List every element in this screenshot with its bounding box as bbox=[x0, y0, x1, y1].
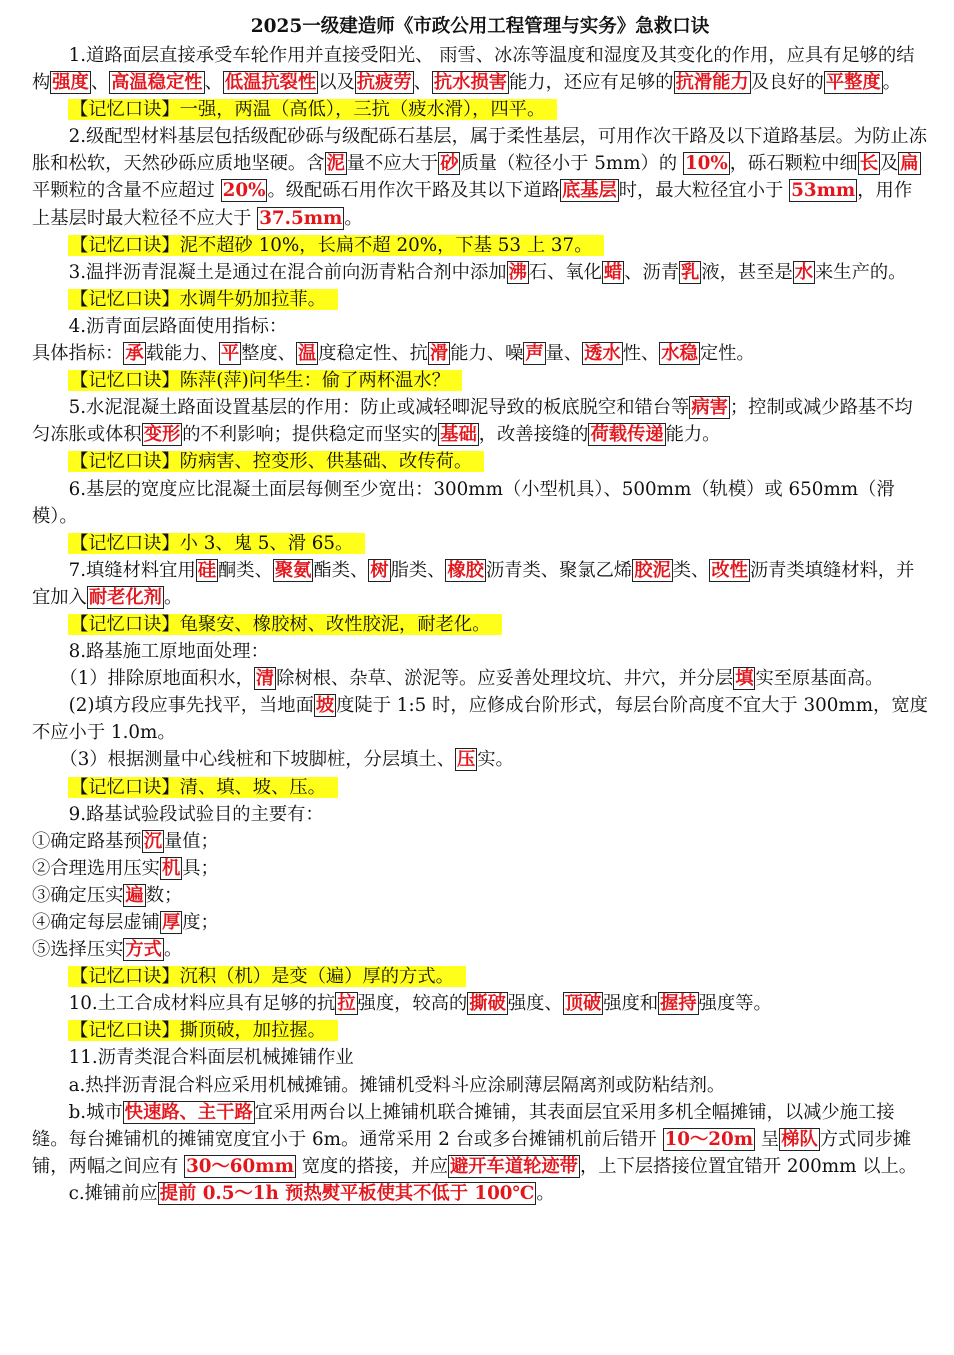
text-run: 。 bbox=[163, 586, 183, 608]
keyword-highlight: 基础 bbox=[440, 424, 477, 446]
memory-tip-text: 【记忆口诀】陈萍(萍)问华生：偷了两杯温水？ bbox=[68, 370, 462, 391]
memory-tip bbox=[32, 448, 928, 475]
text-run: 除树根、杂草、淤泥等。应妥善处理坟坑、井穴，并分层 bbox=[276, 668, 734, 690]
memory-tip bbox=[32, 530, 928, 557]
keyword-highlight: 泥 bbox=[326, 153, 345, 175]
keyword-highlight: 10～20m bbox=[664, 1128, 754, 1150]
text-run: 度； bbox=[182, 912, 219, 933]
paragraph bbox=[32, 692, 928, 746]
text-run: 方式同步摊铺，两幅之间应有 bbox=[32, 1128, 912, 1177]
text-run: 、 bbox=[204, 72, 223, 94]
text-run: 类、 bbox=[672, 559, 710, 581]
paragraph bbox=[32, 801, 928, 828]
paragraph bbox=[32, 1180, 928, 1207]
keyword-highlight: 胶泥 bbox=[634, 559, 671, 581]
memory-tip-text: 【记忆口诀】沉积（机）是变（遍）厚的方式。 bbox=[68, 966, 466, 987]
text-run: 度稳定性、抗 bbox=[318, 343, 428, 365]
memory-tip bbox=[32, 774, 928, 801]
paragraph bbox=[32, 882, 928, 909]
keyword-highlight: 拉 bbox=[337, 993, 356, 1015]
text-run: 宽度的搭接，并应 bbox=[295, 1155, 448, 1177]
keyword-highlight: 抗水损害 bbox=[433, 72, 508, 94]
text-run: 数； bbox=[145, 884, 183, 906]
paragraph bbox=[32, 1072, 928, 1099]
paragraph bbox=[32, 936, 928, 963]
text-run: ，改善接缝的 bbox=[478, 424, 589, 446]
text-run: 能力、噪 bbox=[450, 343, 524, 365]
paragraph bbox=[32, 855, 928, 882]
keyword-highlight: 水 bbox=[794, 261, 814, 283]
keyword-highlight: 乳 bbox=[681, 261, 700, 283]
keyword-highlight: 平 bbox=[220, 343, 240, 365]
text-run: 质量（粒径小于 5mm）的 bbox=[460, 153, 683, 175]
keyword-highlight: 改性 bbox=[711, 559, 748, 581]
document-title: 2025一级建造师《市政公用工程管理与实务》急救口诀 bbox=[250, 16, 710, 37]
keyword-highlight: 透水 bbox=[584, 343, 621, 365]
text-run: 载能力、 bbox=[145, 343, 219, 365]
text-run: 度陡于 1:5 时，应修成台阶形式，每层台阶高度不宜大于 300mm，宽度不应小于 1.0m。 bbox=[32, 695, 928, 744]
text-run: 能力。 bbox=[665, 424, 721, 446]
memory-tip-text: 【记忆口诀】小 3、鬼 5、滑 65。 bbox=[68, 533, 365, 554]
keyword-highlight: 快速路、主干路 bbox=[124, 1101, 253, 1123]
keyword-highlight: 53mm bbox=[791, 180, 856, 202]
memory-tip bbox=[32, 963, 928, 990]
text-run: 石、氧化 bbox=[528, 261, 602, 283]
text-run: 脂类、 bbox=[390, 559, 446, 581]
text-run: 实。 bbox=[477, 749, 514, 771]
text-run: ⑤选择压实 bbox=[32, 939, 124, 961]
text-run: 平颗粒的含量不应超过 bbox=[32, 180, 221, 202]
text-run: 11.沥青类混合料面层机械摊铺作业 bbox=[68, 1047, 354, 1069]
text-run: 沥青类填缝材料，并宜加入 bbox=[32, 559, 915, 608]
keyword-highlight: 厚 bbox=[161, 912, 181, 933]
keyword-highlight: 强度 bbox=[52, 72, 89, 94]
text-run: ①确定路基预 bbox=[32, 830, 142, 852]
text-run: ④确定每层虚铺 bbox=[32, 912, 160, 933]
text-run: 。 bbox=[882, 72, 901, 94]
text-run: ③确定压实 bbox=[32, 884, 124, 906]
paragraph bbox=[32, 476, 928, 530]
text-run: 强度和 bbox=[603, 993, 659, 1015]
keyword-highlight: 方式 bbox=[125, 939, 162, 961]
text-run: 具体指标： bbox=[32, 343, 124, 365]
keyword-highlight: 水稳 bbox=[661, 343, 698, 365]
text-run: 量不应大于 bbox=[346, 153, 439, 175]
keyword-highlight: 底基层 bbox=[561, 180, 617, 202]
text-run: 来生产的。 bbox=[815, 261, 907, 283]
memory-tip-text: 【记忆口诀】撕顶破，加拉握。 bbox=[68, 1020, 338, 1041]
paragraph bbox=[32, 340, 928, 367]
keyword-highlight: 抗滑能力 bbox=[675, 72, 749, 94]
paragraph bbox=[32, 1044, 928, 1071]
keyword-highlight: 变形 bbox=[143, 424, 181, 446]
text-run: 性、 bbox=[622, 343, 660, 365]
text-run: （3）根据测量中心线桩和下坡脚桩，分层填土、 bbox=[59, 749, 455, 771]
paragraph bbox=[32, 1099, 928, 1180]
paragraph bbox=[32, 557, 928, 611]
text-run: ；控制或减少路基不均匀冻胀或体积 bbox=[32, 397, 913, 446]
keyword-highlight: 扁 bbox=[900, 153, 919, 175]
paragraph bbox=[32, 665, 928, 692]
paragraph bbox=[32, 394, 928, 448]
text-run: 9.路基试验段试验目的主要有： bbox=[68, 803, 324, 825]
keyword-highlight: 平整度 bbox=[825, 72, 881, 94]
text-run: 10.土工合成材料应具有足够的抗 bbox=[68, 993, 336, 1015]
text-run: 。 bbox=[163, 939, 183, 961]
keyword-highlight: 橡胶 bbox=[447, 559, 484, 581]
text-run: 液，甚至是 bbox=[701, 261, 793, 283]
text-run: （1）排除原地面积水， bbox=[59, 668, 254, 690]
memory-tip-text: 【记忆口诀】一强，两温（高低），三抗（疲水滑），四平。 bbox=[68, 99, 557, 120]
text-run: 。 bbox=[536, 1182, 555, 1204]
keyword-highlight: 滑 bbox=[429, 343, 449, 365]
keyword-highlight: 撕破 bbox=[469, 993, 506, 1015]
text-run: (2)填方段应事先找平，当地面 bbox=[68, 695, 314, 717]
text-run: 以及 bbox=[318, 72, 355, 94]
text-run: 、沥青 bbox=[624, 261, 680, 283]
keyword-highlight: 承 bbox=[125, 343, 144, 365]
text-run: 量值； bbox=[163, 830, 219, 852]
memory-tip-text: 【记忆口诀】龟聚安、橡胶树、改性胶泥，耐老化。 bbox=[68, 614, 502, 635]
keyword-highlight: 硅 bbox=[197, 559, 217, 581]
memory-tip-text: 【记忆口诀】水调牛奶加拉菲。 bbox=[68, 289, 338, 310]
keyword-highlight: 病害 bbox=[691, 397, 728, 419]
text-run: 宜采用两台以上摊铺机联合摊铺，其表面层宜采用多机全幅摊铺，以减少施工接缝。每台摊铺机的摊铺宽度宜小于 6m。通常采用 2 台或多台摊铺机前后错开 bbox=[32, 1101, 895, 1150]
text-run: 沥青类、聚氯乙烯 bbox=[485, 559, 633, 581]
text-run: 1.道路面层直接承受车轮作用并直接受阳光、 雨雪、冰冻等温度和湿度及其变化的作用，应具有足够的结构 bbox=[32, 45, 915, 94]
keyword-highlight: 30～60mm bbox=[186, 1155, 294, 1177]
paragraph bbox=[32, 123, 928, 231]
keyword-highlight: 提前 0.5～1h 预热熨平板使其不低于 100℃ bbox=[159, 1182, 535, 1204]
keyword-highlight: 耐老化剂 bbox=[88, 586, 162, 608]
keyword-highlight: 温 bbox=[297, 343, 317, 365]
paragraph bbox=[32, 828, 928, 855]
keyword-highlight: 树 bbox=[370, 559, 389, 581]
text-run: 强度等。 bbox=[698, 993, 772, 1015]
memory-tip bbox=[32, 96, 928, 123]
paragraph bbox=[32, 638, 928, 665]
keyword-highlight: 声 bbox=[525, 343, 544, 365]
keyword-highlight: 梯队 bbox=[781, 1128, 818, 1150]
text-run: 、 bbox=[413, 72, 432, 94]
memory-tip-text: 【记忆口诀】防病害、控变形、供基础、改传荷。 bbox=[68, 451, 484, 472]
text-run: 定性。 bbox=[699, 343, 755, 365]
text-run: 酮类、 bbox=[218, 559, 273, 581]
keyword-highlight: 机 bbox=[161, 857, 181, 879]
text-run: 实至原基面高。 bbox=[755, 668, 884, 690]
text-run: 能力，还应有足够的 bbox=[509, 72, 674, 94]
memory-tip bbox=[32, 367, 928, 394]
keyword-highlight: 抗疲劳 bbox=[356, 72, 412, 94]
memory-tip bbox=[32, 286, 928, 313]
keyword-highlight: 顶破 bbox=[564, 993, 602, 1015]
text-run: 强度，较高的 bbox=[357, 993, 468, 1015]
paragraph bbox=[32, 746, 928, 773]
text-run: 及良好的 bbox=[750, 72, 824, 94]
text-run: ，砾石颗粒中细 bbox=[729, 153, 858, 175]
paragraph bbox=[32, 259, 928, 286]
text-run: 3.温拌沥青混凝土是通过在混合前向沥青粘合剂中添加 bbox=[68, 261, 507, 283]
keyword-highlight: 荷载传递 bbox=[590, 424, 664, 446]
text-run: 。级配砾石用作次干路及其以下道路 bbox=[267, 180, 560, 202]
keyword-highlight: 聚氨 bbox=[274, 559, 312, 581]
memory-tip-text: 【记忆口诀】清、填、坡、压。 bbox=[68, 777, 338, 798]
memory-tip-text: 【记忆口诀】泥不超砂 10%，长扁不超 20%，下基 53 上 37。 bbox=[68, 235, 604, 256]
text-run: a.热拌沥青混合料应采用机械摊铺。摊铺机受料斗应涂刷薄层隔离剂或防粘结剂。 bbox=[68, 1074, 726, 1096]
paragraph bbox=[32, 42, 928, 96]
text-run: ②合理选用压实 bbox=[32, 857, 160, 879]
text-run: 5.水泥混凝土路面设置基层的作用：防止或减轻唧泥导致的板底脱空和错台等 bbox=[68, 397, 690, 419]
text-run: 整度、 bbox=[241, 343, 296, 365]
keyword-highlight: 压 bbox=[456, 749, 476, 771]
text-run: 强度、 bbox=[507, 993, 563, 1015]
text-run: 具； bbox=[182, 857, 219, 879]
keyword-highlight: 20% bbox=[222, 180, 266, 202]
text-run: 8.路基施工原地面处理： bbox=[68, 641, 269, 663]
memory-tip bbox=[32, 611, 928, 638]
keyword-highlight: 填 bbox=[735, 668, 754, 690]
keyword-highlight: 遍 bbox=[125, 884, 144, 906]
text-run: 。 bbox=[344, 207, 363, 229]
keyword-highlight: 10% bbox=[684, 153, 728, 175]
keyword-highlight: 沉 bbox=[143, 830, 162, 852]
keyword-highlight: 砂 bbox=[440, 153, 459, 175]
memory-tip bbox=[32, 1017, 928, 1044]
keyword-highlight: 避开车道轮迹带 bbox=[449, 1155, 578, 1177]
paragraph bbox=[32, 909, 928, 936]
keyword-highlight: 高温稳定性 bbox=[111, 72, 203, 94]
text-run: 的不利影响；提供稳定而坚实的 bbox=[182, 424, 439, 446]
text-run: 、 bbox=[90, 72, 110, 94]
keyword-highlight: 握持 bbox=[660, 993, 697, 1015]
text-run: 6.基层的宽度应比混凝土面层每侧至少宽出：300mm（小型机具）、500mm（轨模）或 650mm（滑模）。 bbox=[32, 478, 895, 527]
keyword-highlight: 长 bbox=[859, 153, 878, 175]
text-run: b.城市 bbox=[68, 1101, 123, 1123]
text-run: ，用作上基层时最大粒径不应大于 bbox=[32, 180, 913, 229]
text-run: 7.填缝材料宜用 bbox=[68, 559, 196, 581]
text-run: 4.沥青面层路面使用指标： bbox=[68, 315, 288, 337]
paragraph bbox=[32, 990, 928, 1017]
keyword-highlight: 沸 bbox=[508, 261, 527, 283]
text-run: 呈 bbox=[755, 1128, 780, 1150]
keyword-highlight: 蜡 bbox=[603, 261, 623, 283]
keyword-highlight: 坡 bbox=[315, 695, 335, 717]
text-run: 量、 bbox=[545, 343, 583, 365]
text-run: c.摊铺前应 bbox=[68, 1182, 158, 1204]
document-body bbox=[32, 42, 928, 1207]
keyword-highlight: 低温抗裂性 bbox=[224, 72, 317, 94]
text-run: 及 bbox=[880, 153, 899, 175]
text-run: 2.级配型材料基层包括级配砂砾与级配砾石基层，属于柔性基层，可用作次干路及以下道路基层。为防止冻胀和松软，天然砂砾应质地坚硬。含 bbox=[32, 126, 927, 175]
text-run: ，上下层搭接位置宜错开 200mm 以上。 bbox=[579, 1155, 918, 1177]
paragraph bbox=[32, 313, 928, 340]
text-run: 酯类、 bbox=[313, 559, 369, 581]
keyword-highlight: 37.5mm bbox=[259, 207, 343, 229]
keyword-highlight: 清 bbox=[255, 668, 275, 690]
text-run: 时，最大粒径宜小于 bbox=[618, 180, 790, 202]
memory-tip bbox=[32, 232, 928, 259]
